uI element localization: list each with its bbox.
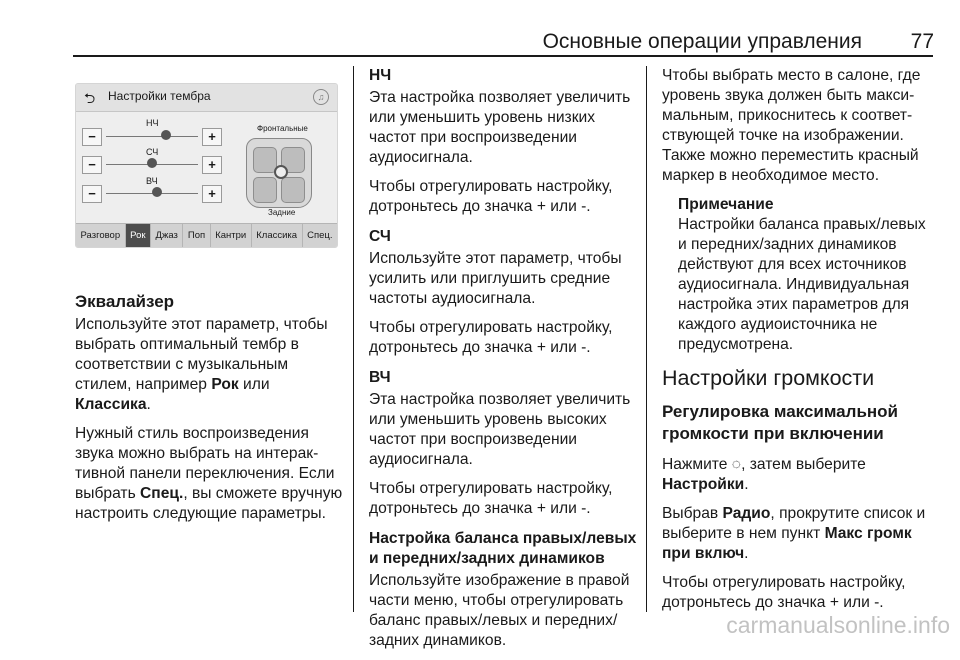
- mid-slider: [82, 156, 220, 176]
- tab-classic: Классика: [252, 224, 303, 248]
- page-header: [0, 26, 960, 56]
- tab-country: Кантри: [211, 224, 252, 248]
- screen-title: Настройки тембра: [108, 89, 211, 103]
- column-divider-1: [353, 66, 354, 612]
- mid-heading: СЧ: [369, 228, 391, 245]
- rear-label: Задние: [268, 208, 296, 217]
- treble-minus-button: −: [82, 185, 102, 203]
- bass-slider: [82, 128, 220, 148]
- volume-settings-heading: Настройки громкости: [662, 366, 875, 390]
- volume-paragraph-2: [662, 504, 934, 564]
- mid-text: Используйте этот параметр, чтобы усилить или приглушить средние частоты аудиосигнала.: [369, 250, 622, 307]
- bass-minus-button: −: [82, 128, 102, 146]
- text-span: .: [744, 476, 749, 493]
- section-title: Основные операции управления: [542, 30, 862, 53]
- screen-title-bar: [76, 84, 337, 112]
- tone-settings-screenshot: [75, 83, 338, 248]
- max-volume-term: Макс громк при включ: [662, 525, 912, 562]
- equalizer-heading: Эквалайзер: [75, 292, 175, 311]
- mid-text-2: Чтобы отрегулировать настройку, дотроньтесь до значка + или -.: [369, 319, 613, 356]
- text-span: , прокрутите список и выберите в нем пункт: [662, 505, 926, 542]
- mid-plus-button: +: [202, 156, 222, 174]
- custom-term: Спец.: [140, 485, 184, 502]
- seat-rear-left: [253, 177, 277, 203]
- tab-speech: Разговор: [76, 224, 126, 248]
- radio-term: Радио: [722, 505, 771, 522]
- tab-custom: Спец.: [307, 230, 333, 241]
- bass-label: НЧ: [146, 118, 159, 128]
- text-span: Используйте этот параметр, чтобы выбрать оптимальный тембр в соответствии с музыкальным стилем, например: [75, 316, 328, 393]
- note-block: [662, 195, 934, 355]
- text-span: .: [744, 545, 749, 562]
- eq-preset-tabs: [76, 223, 337, 248]
- front-label: Фронтальные: [257, 124, 308, 133]
- bass-text: Эта настройка позволяет увеличить или уменьшить уровень низких частот при воспроизведении аудиосигнала.: [369, 89, 631, 166]
- rock-term: Рок: [211, 376, 239, 393]
- equalizer-paragraph-2: [75, 424, 345, 524]
- mid-minus-button: −: [82, 156, 102, 174]
- page-number: 77: [910, 30, 934, 53]
- seat-rear-right: [281, 177, 305, 203]
- tab-rock: Рок: [126, 224, 151, 248]
- text-span: .: [146, 396, 151, 413]
- classic-term: Классика: [75, 396, 147, 413]
- treble-text-2: Чтобы отрегулировать настройку, дотроньтесь до значка + или -.: [369, 480, 613, 517]
- balance-heading: Настройка баланса правых/левых и передних/задних динамиков: [369, 530, 637, 567]
- column-1: [75, 292, 345, 533]
- bass-heading: НЧ: [369, 67, 392, 84]
- car-balance-diagram: [246, 138, 312, 208]
- home-icon: ◌: [731, 456, 742, 473]
- header-rule: [73, 55, 933, 57]
- text-span: Нужный стиль воспроизведения звука можно выбрать на интерактивной панели переключения. Если выбрать: [75, 425, 335, 502]
- balance-text: Используйте изображение в правой части меню, чтобы отрегулировать баланс правых/левых и передних/задних динамиков.: [369, 572, 630, 649]
- volume-paragraph-1: [662, 455, 934, 495]
- bass-plus-button: +: [202, 128, 222, 146]
- mid-knob: [147, 158, 157, 168]
- treble-label: ВЧ: [146, 176, 158, 186]
- column-3: [662, 66, 934, 622]
- max-volume-heading: Регулировка максимальной громкости при включении: [662, 402, 898, 443]
- balance-marker: [274, 165, 288, 179]
- treble-text: Эта настройка позволяет увеличить или уменьшить уровень высоких частот при воспроизведении аудиосигнала.: [369, 391, 631, 468]
- text-span: , затем выберите: [741, 456, 866, 473]
- settings-term: Настройки: [662, 476, 745, 493]
- text-span: Нажмите: [662, 456, 732, 473]
- text-span: , вы сможете вручную настроить следующие параметры.: [75, 485, 343, 522]
- note-title: Примечание: [678, 196, 774, 213]
- note-text: Настройки баланса правых/левых и передних/задних динамиков действуют для всех источников аудиосигнала. Индивидуальная настройка этих параметров для каждого аудиоисточника не предусмотрена.: [678, 216, 926, 353]
- treble-knob: [152, 187, 162, 197]
- equalizer-paragraph-1: [75, 315, 345, 415]
- bass-text-2: Чтобы отрегулировать настройку, дотроньтесь до значка + или -.: [369, 178, 613, 215]
- treble-plus-button: +: [202, 185, 222, 203]
- column-2: [369, 66, 639, 660]
- tab-pop: Поп: [183, 224, 210, 248]
- text-span: Выбрав: [662, 505, 723, 522]
- tab-jazz: Джаз: [151, 224, 183, 248]
- bass-knob: [161, 130, 171, 140]
- treble-slider: [82, 185, 220, 205]
- back-icon: ⮌: [84, 90, 96, 106]
- volume-paragraph-3: Чтобы отрегулировать настройку, дотроньтесь до значка + или -.: [662, 574, 906, 611]
- bass-track: [106, 136, 198, 137]
- mid-label: СЧ: [146, 147, 159, 157]
- column-divider-2: [646, 66, 647, 612]
- text-span: или: [238, 376, 270, 393]
- music-note-icon: ♫: [313, 89, 329, 105]
- watermark: carmanualsonline.info: [726, 612, 950, 638]
- treble-heading: ВЧ: [369, 369, 391, 386]
- seat-selection-text: Чтобы выбрать место в салоне, где уровень звука должен быть максимальным, прикоснитесь к соответствующей точке на изображении. Также можно переместить красный маркер в необходимое место.: [662, 67, 921, 184]
